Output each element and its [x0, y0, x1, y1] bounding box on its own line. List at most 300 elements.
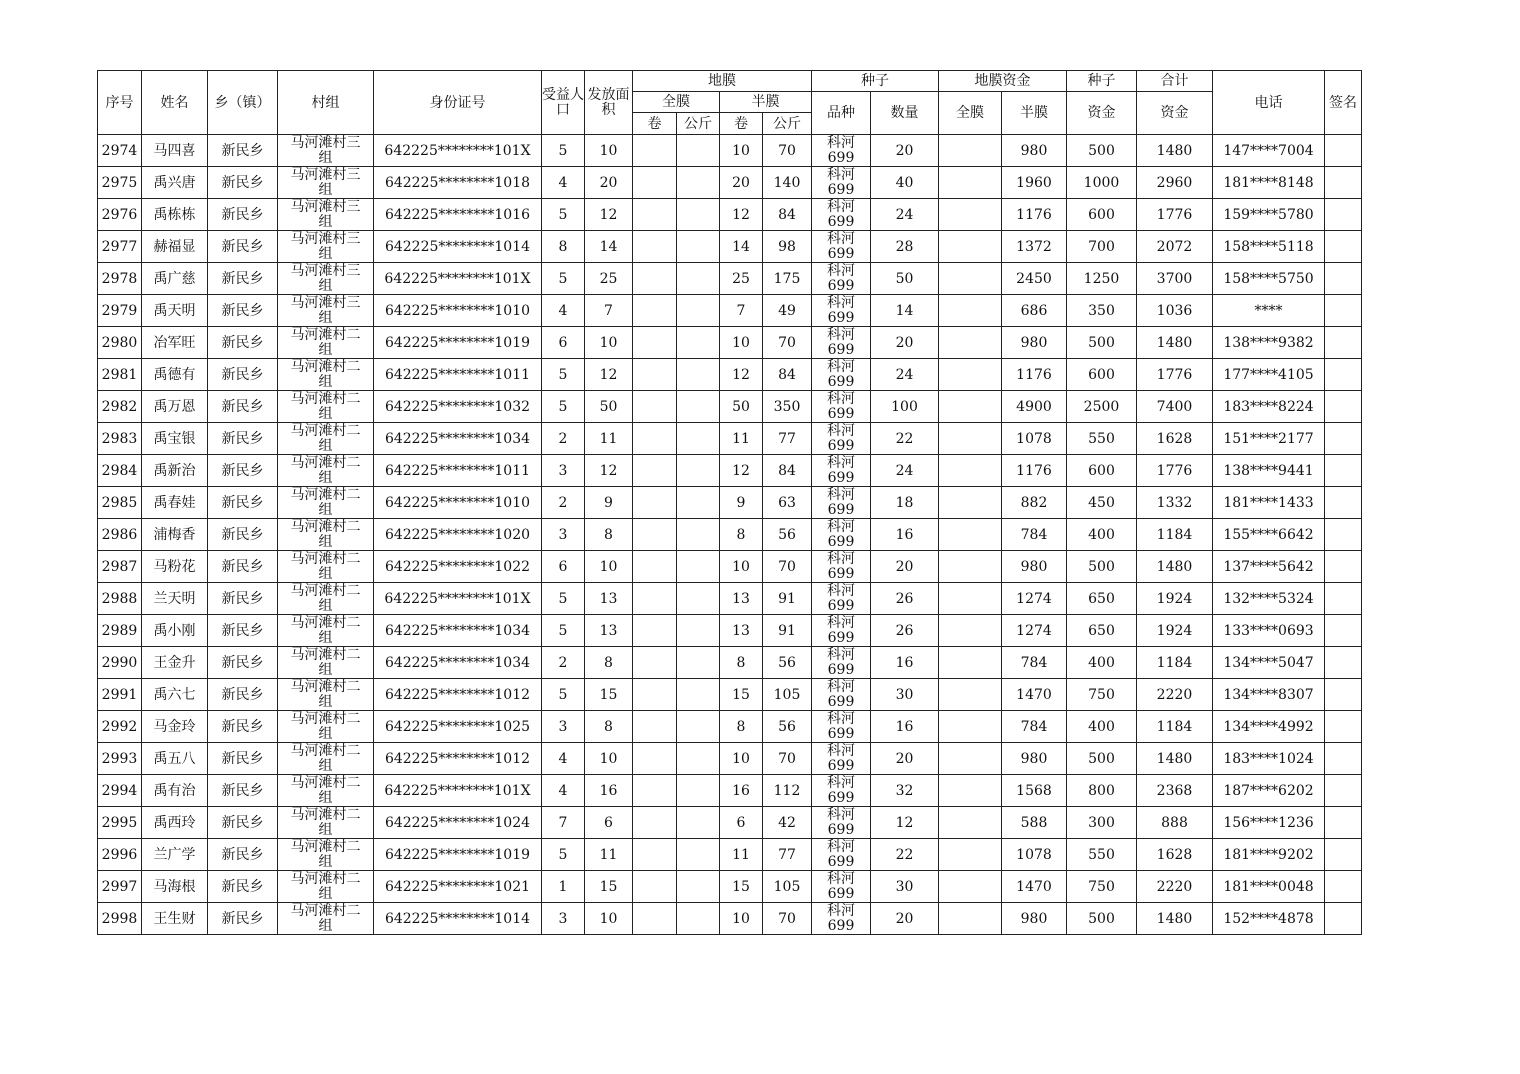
cell-seq: 2977: [98, 231, 142, 263]
cell-half-roll: 16: [720, 775, 763, 807]
cell-full-kg: [677, 615, 720, 647]
cell-variety-line: 科河: [827, 838, 855, 855]
cell-village-line: 组: [318, 725, 333, 742]
cell-half-roll: 12: [720, 455, 763, 487]
cell-area: 10: [585, 903, 633, 935]
cell-beneficiaries: 5: [542, 359, 585, 391]
cell-township: 新民乡: [208, 327, 278, 359]
cell-total: 1776: [1137, 455, 1213, 487]
cell-fund-half: 980: [1002, 903, 1067, 935]
cell-phone: 156****1236: [1213, 807, 1325, 839]
cell-half-kg: 63: [763, 487, 812, 519]
cell-area: 11: [585, 839, 633, 871]
cell-village-line: 马河滩村三: [290, 134, 361, 151]
header-village: 村组: [278, 71, 374, 135]
cell-variety-line: 699: [827, 437, 855, 454]
cell-quantity: 100: [871, 391, 939, 423]
header-name: 姓名: [142, 71, 208, 135]
cell-fund-half: 980: [1002, 327, 1067, 359]
cell-area: 12: [585, 455, 633, 487]
cell-seed-fund: 650: [1067, 615, 1137, 647]
cell-full-kg: [677, 455, 720, 487]
cell-fund-full: [939, 199, 1002, 231]
cell-total: 1924: [1137, 583, 1213, 615]
table-row: [98, 679, 1362, 711]
cell-half-roll: 10: [720, 327, 763, 359]
cell-id-number: 642225********1011: [374, 455, 542, 487]
cell-signature: [1325, 391, 1362, 423]
cell-phone: 134****8307: [1213, 679, 1325, 711]
cell-fund-half: 1470: [1002, 871, 1067, 903]
cell-township: 新民乡: [208, 391, 278, 423]
cell-half-kg: 140: [763, 167, 812, 199]
cell-full-roll: [633, 775, 677, 807]
cell-full-roll: [633, 327, 677, 359]
cell-half-kg: 42: [763, 807, 812, 839]
cell-name: 禹六七: [142, 679, 208, 711]
cell-village-line: 组: [318, 693, 333, 710]
cell-variety: [812, 775, 871, 807]
cell-full-kg: [677, 199, 720, 231]
header-variety: 品种: [812, 92, 871, 135]
cell-village-line: 组: [318, 501, 333, 518]
cell-quantity: 30: [871, 679, 939, 711]
table-row: [98, 199, 1362, 231]
cell-village: [278, 903, 374, 935]
cell-village: [278, 871, 374, 903]
table-row: [98, 583, 1362, 615]
cell-phone: 133****0693: [1213, 615, 1325, 647]
header-half-roll: 卷: [720, 113, 763, 135]
cell-village: [278, 743, 374, 775]
cell-area: 8: [585, 519, 633, 551]
cell-full-roll: [633, 807, 677, 839]
cell-full-kg: [677, 647, 720, 679]
cell-half-roll: 6: [720, 807, 763, 839]
cell-village: [278, 359, 374, 391]
cell-seq: 2995: [98, 807, 142, 839]
cell-variety-line: 699: [827, 757, 855, 774]
cell-village-line: 组: [318, 565, 333, 582]
cell-area: 15: [585, 871, 633, 903]
cell-village: [278, 711, 374, 743]
cell-total: 1480: [1137, 327, 1213, 359]
cell-village-line: 马河滩村二: [290, 454, 361, 471]
cell-id-number: 642225********1034: [374, 423, 542, 455]
cell-name: 王金升: [142, 647, 208, 679]
cell-total: 2220: [1137, 871, 1213, 903]
cell-phone: ****: [1213, 295, 1325, 327]
cell-quantity: 24: [871, 455, 939, 487]
cell-fund-full: [939, 647, 1002, 679]
cell-half-roll: 12: [720, 199, 763, 231]
table-row: [98, 615, 1362, 647]
cell-fund-half: 2450: [1002, 263, 1067, 295]
cell-beneficiaries: 5: [542, 615, 585, 647]
cell-area: 15: [585, 679, 633, 711]
table-row: [98, 359, 1362, 391]
cell-full-kg: [677, 231, 720, 263]
cell-beneficiaries: 3: [542, 455, 585, 487]
cell-fund-half: 980: [1002, 551, 1067, 583]
cell-total: 2072: [1137, 231, 1213, 263]
cell-village-line: 组: [318, 917, 333, 934]
header-half-kg: 公斤: [763, 113, 812, 135]
cell-fund-full: [939, 231, 1002, 263]
cell-full-kg: [677, 679, 720, 711]
cell-signature: [1325, 903, 1362, 935]
cell-fund-half: 784: [1002, 647, 1067, 679]
cell-total: 1184: [1137, 711, 1213, 743]
cell-signature: [1325, 775, 1362, 807]
cell-phone: 187****6202: [1213, 775, 1325, 807]
cell-seq: 2976: [98, 199, 142, 231]
cell-full-roll: [633, 551, 677, 583]
cell-fund-half: 1960: [1002, 167, 1067, 199]
cell-village-line: 马河滩村三: [290, 198, 361, 215]
cell-total: 2368: [1137, 775, 1213, 807]
cell-full-roll: [633, 455, 677, 487]
cell-variety: [812, 519, 871, 551]
cell-township: 新民乡: [208, 359, 278, 391]
cell-village: [278, 263, 374, 295]
cell-full-kg: [677, 743, 720, 775]
cell-seed-fund: 750: [1067, 679, 1137, 711]
cell-quantity: 22: [871, 423, 939, 455]
cell-village-line: 马河滩村三: [290, 166, 361, 183]
cell-full-kg: [677, 871, 720, 903]
cell-fund-half: 1568: [1002, 775, 1067, 807]
cell-id-number: 642225********1019: [374, 327, 542, 359]
cell-quantity: 26: [871, 583, 939, 615]
cell-variety: [812, 455, 871, 487]
cell-fund-half: 784: [1002, 519, 1067, 551]
cell-total: 1628: [1137, 423, 1213, 455]
cell-beneficiaries: 4: [542, 743, 585, 775]
header-film-funds-full: 全膜: [939, 92, 1002, 135]
cell-variety-line: 699: [827, 469, 855, 486]
cell-variety-line: 科河: [827, 326, 855, 343]
cell-variety: [812, 135, 871, 167]
cell-village: [278, 391, 374, 423]
table-row: [98, 487, 1362, 519]
cell-half-kg: 84: [763, 455, 812, 487]
cell-seq: 2990: [98, 647, 142, 679]
table-row: [98, 903, 1362, 935]
cell-total: 888: [1137, 807, 1213, 839]
cell-id-number: 642225********1011: [374, 359, 542, 391]
cell-phone: 177****4105: [1213, 359, 1325, 391]
cell-variety: [812, 167, 871, 199]
cell-name: 马金玲: [142, 711, 208, 743]
cell-seq: 2998: [98, 903, 142, 935]
cell-village-line: 马河滩村二: [290, 550, 361, 567]
cell-full-kg: [677, 903, 720, 935]
cell-variety: [812, 647, 871, 679]
cell-village-line: 组: [318, 437, 333, 454]
cell-full-roll: [633, 135, 677, 167]
cell-signature: [1325, 743, 1362, 775]
cell-quantity: 20: [871, 135, 939, 167]
cell-seed-fund: 500: [1067, 743, 1137, 775]
cell-signature: [1325, 327, 1362, 359]
cell-quantity: 20: [871, 327, 939, 359]
cell-variety: [812, 199, 871, 231]
cell-seed-fund: 500: [1067, 903, 1137, 935]
cell-half-kg: 70: [763, 903, 812, 935]
cell-name: 禹天明: [142, 295, 208, 327]
cell-full-kg: [677, 839, 720, 871]
cell-fund-full: [939, 679, 1002, 711]
cell-signature: [1325, 359, 1362, 391]
cell-signature: [1325, 167, 1362, 199]
cell-village-line: 马河滩村二: [290, 390, 361, 407]
table-row: [98, 551, 1362, 583]
cell-full-kg: [677, 295, 720, 327]
cell-variety-line: 699: [827, 501, 855, 518]
cell-variety: [812, 231, 871, 263]
cell-total: 1776: [1137, 199, 1213, 231]
cell-variety: [812, 679, 871, 711]
cell-village-line: 组: [318, 469, 333, 486]
header-id-number: 身份证号: [374, 71, 542, 135]
cell-name: 兰天明: [142, 583, 208, 615]
cell-half-kg: 70: [763, 327, 812, 359]
cell-full-roll: [633, 903, 677, 935]
cell-township: 新民乡: [208, 839, 278, 871]
cell-beneficiaries: 4: [542, 295, 585, 327]
cell-full-kg: [677, 487, 720, 519]
cell-variety-line: 699: [827, 661, 855, 678]
cell-full-roll: [633, 647, 677, 679]
cell-quantity: 12: [871, 807, 939, 839]
cell-variety: [812, 551, 871, 583]
cell-beneficiaries: 2: [542, 647, 585, 679]
cell-township: 新民乡: [208, 775, 278, 807]
cell-village: [278, 135, 374, 167]
cell-village-line: 马河滩村二: [290, 774, 361, 791]
cell-variety-line: 科河: [827, 454, 855, 471]
cell-variety: [812, 903, 871, 935]
cell-village-line: 组: [318, 821, 333, 838]
cell-phone: 181****1433: [1213, 487, 1325, 519]
cell-area: 20: [585, 167, 633, 199]
cell-total: 2960: [1137, 167, 1213, 199]
cell-half-kg: 84: [763, 199, 812, 231]
cell-fund-half: 1078: [1002, 839, 1067, 871]
cell-variety-line: 科河: [827, 134, 855, 151]
cell-quantity: 24: [871, 199, 939, 231]
cell-half-kg: 91: [763, 615, 812, 647]
cell-quantity: 18: [871, 487, 939, 519]
cell-variety: [812, 743, 871, 775]
cell-seed-fund: 1000: [1067, 167, 1137, 199]
cell-variety: [812, 871, 871, 903]
cell-fund-half: 588: [1002, 807, 1067, 839]
cell-township: 新民乡: [208, 871, 278, 903]
cell-full-roll: [633, 231, 677, 263]
table-row: [98, 807, 1362, 839]
cell-signature: [1325, 679, 1362, 711]
table-row: [98, 135, 1362, 167]
cell-half-kg: 77: [763, 423, 812, 455]
cell-fund-full: [939, 295, 1002, 327]
table-body: [98, 135, 1362, 935]
cell-variety-line: 699: [827, 853, 855, 870]
cell-half-kg: 175: [763, 263, 812, 295]
cell-variety-line: 699: [827, 245, 855, 262]
cell-fund-half: 980: [1002, 743, 1067, 775]
cell-village: [278, 231, 374, 263]
cell-phone: 137****5642: [1213, 551, 1325, 583]
cell-full-roll: [633, 871, 677, 903]
cell-half-roll: 11: [720, 423, 763, 455]
cell-full-kg: [677, 423, 720, 455]
cell-village-line: 马河滩村二: [290, 870, 361, 887]
cell-name: 浦梅香: [142, 519, 208, 551]
cell-phone: 155****6642: [1213, 519, 1325, 551]
cell-fund-full: [939, 615, 1002, 647]
cell-variety-line: 科河: [827, 742, 855, 759]
cell-name: 禹小刚: [142, 615, 208, 647]
cell-variety-line: 科河: [827, 486, 855, 503]
cell-phone: 181****0048: [1213, 871, 1325, 903]
cell-quantity: 16: [871, 711, 939, 743]
cell-fund-full: [939, 391, 1002, 423]
cell-name: 禹兴唐: [142, 167, 208, 199]
cell-variety-line: 699: [827, 341, 855, 358]
cell-total: 7400: [1137, 391, 1213, 423]
cell-beneficiaries: 5: [542, 679, 585, 711]
cell-full-kg: [677, 519, 720, 551]
cell-seq: 2974: [98, 135, 142, 167]
cell-area: 10: [585, 135, 633, 167]
cell-total: 1184: [1137, 647, 1213, 679]
cell-full-roll: [633, 487, 677, 519]
cell-township: 新民乡: [208, 423, 278, 455]
cell-half-roll: 15: [720, 679, 763, 711]
cell-half-kg: 77: [763, 839, 812, 871]
cell-variety-line: 699: [827, 885, 855, 902]
cell-variety-line: 科河: [827, 390, 855, 407]
cell-variety-line: 科河: [827, 550, 855, 567]
cell-township: 新民乡: [208, 647, 278, 679]
cell-township: 新民乡: [208, 135, 278, 167]
cell-beneficiaries: 5: [542, 391, 585, 423]
cell-village-line: 组: [318, 181, 333, 198]
cell-village-line: 组: [318, 309, 333, 326]
cell-half-roll: 13: [720, 615, 763, 647]
cell-village: [278, 455, 374, 487]
cell-village: [278, 679, 374, 711]
cell-village-line: 组: [318, 149, 333, 166]
cell-phone: 183****1024: [1213, 743, 1325, 775]
cell-total: 1036: [1137, 295, 1213, 327]
cell-total: 2220: [1137, 679, 1213, 711]
cell-half-roll: 14: [720, 231, 763, 263]
cell-fund-full: [939, 839, 1002, 871]
cell-seq: 2994: [98, 775, 142, 807]
cell-seq: 2986: [98, 519, 142, 551]
cell-fund-full: [939, 551, 1002, 583]
cell-signature: [1325, 647, 1362, 679]
cell-village-line: 组: [318, 757, 333, 774]
header-quantity: 数量: [871, 92, 939, 135]
cell-half-kg: 56: [763, 519, 812, 551]
cell-fund-half: 1176: [1002, 199, 1067, 231]
cell-seed-fund: 400: [1067, 711, 1137, 743]
cell-beneficiaries: 5: [542, 199, 585, 231]
cell-total: 1480: [1137, 135, 1213, 167]
cell-village: [278, 327, 374, 359]
cell-phone: 134****4992: [1213, 711, 1325, 743]
cell-variety: [812, 487, 871, 519]
cell-phone: 181****9202: [1213, 839, 1325, 871]
table-row: [98, 711, 1362, 743]
cell-id-number: 642225********101X: [374, 263, 542, 295]
header-beneficiaries: 受益人口: [542, 71, 585, 135]
cell-fund-half: 1274: [1002, 615, 1067, 647]
cell-seed-fund: 500: [1067, 327, 1137, 359]
cell-seed-fund: 400: [1067, 519, 1137, 551]
cell-phone: 183****8224: [1213, 391, 1325, 423]
cell-township: 新民乡: [208, 487, 278, 519]
cell-signature: [1325, 519, 1362, 551]
cell-seed-fund: 450: [1067, 487, 1137, 519]
cell-area: 7: [585, 295, 633, 327]
cell-half-kg: 98: [763, 231, 812, 263]
cell-township: 新民乡: [208, 519, 278, 551]
header-seed-funds-bottom: 资金: [1067, 92, 1137, 135]
cell-seed-fund: 600: [1067, 455, 1137, 487]
cell-variety-line: 科河: [827, 710, 855, 727]
cell-full-kg: [677, 391, 720, 423]
table-row: [98, 519, 1362, 551]
cell-fund-full: [939, 167, 1002, 199]
cell-village-line: 马河滩村二: [290, 358, 361, 375]
cell-variety-line: 科河: [827, 806, 855, 823]
table-row: [98, 167, 1362, 199]
cell-fund-half: 1372: [1002, 231, 1067, 263]
cell-beneficiaries: 6: [542, 551, 585, 583]
cell-quantity: 26: [871, 615, 939, 647]
cell-quantity: 28: [871, 231, 939, 263]
cell-township: 新民乡: [208, 615, 278, 647]
cell-fund-half: 980: [1002, 135, 1067, 167]
header-seed: 种子: [812, 71, 939, 92]
cell-village-line: 组: [318, 661, 333, 678]
table-row: [98, 231, 1362, 263]
cell-quantity: 16: [871, 647, 939, 679]
cell-village: [278, 167, 374, 199]
cell-fund-half: 1470: [1002, 679, 1067, 711]
cell-variety: [812, 295, 871, 327]
cell-variety: [812, 263, 871, 295]
cell-village-line: 马河滩村二: [290, 582, 361, 599]
cell-phone: 152****4878: [1213, 903, 1325, 935]
cell-beneficiaries: 5: [542, 263, 585, 295]
cell-full-kg: [677, 167, 720, 199]
cell-half-roll: 20: [720, 167, 763, 199]
header-total-top: 合计: [1137, 71, 1213, 92]
cell-full-kg: [677, 327, 720, 359]
cell-seed-fund: 350: [1067, 295, 1137, 327]
table-row: [98, 295, 1362, 327]
cell-name: 马四喜: [142, 135, 208, 167]
cell-signature: [1325, 551, 1362, 583]
cell-half-kg: 91: [763, 583, 812, 615]
cell-variety-line: 699: [827, 597, 855, 614]
